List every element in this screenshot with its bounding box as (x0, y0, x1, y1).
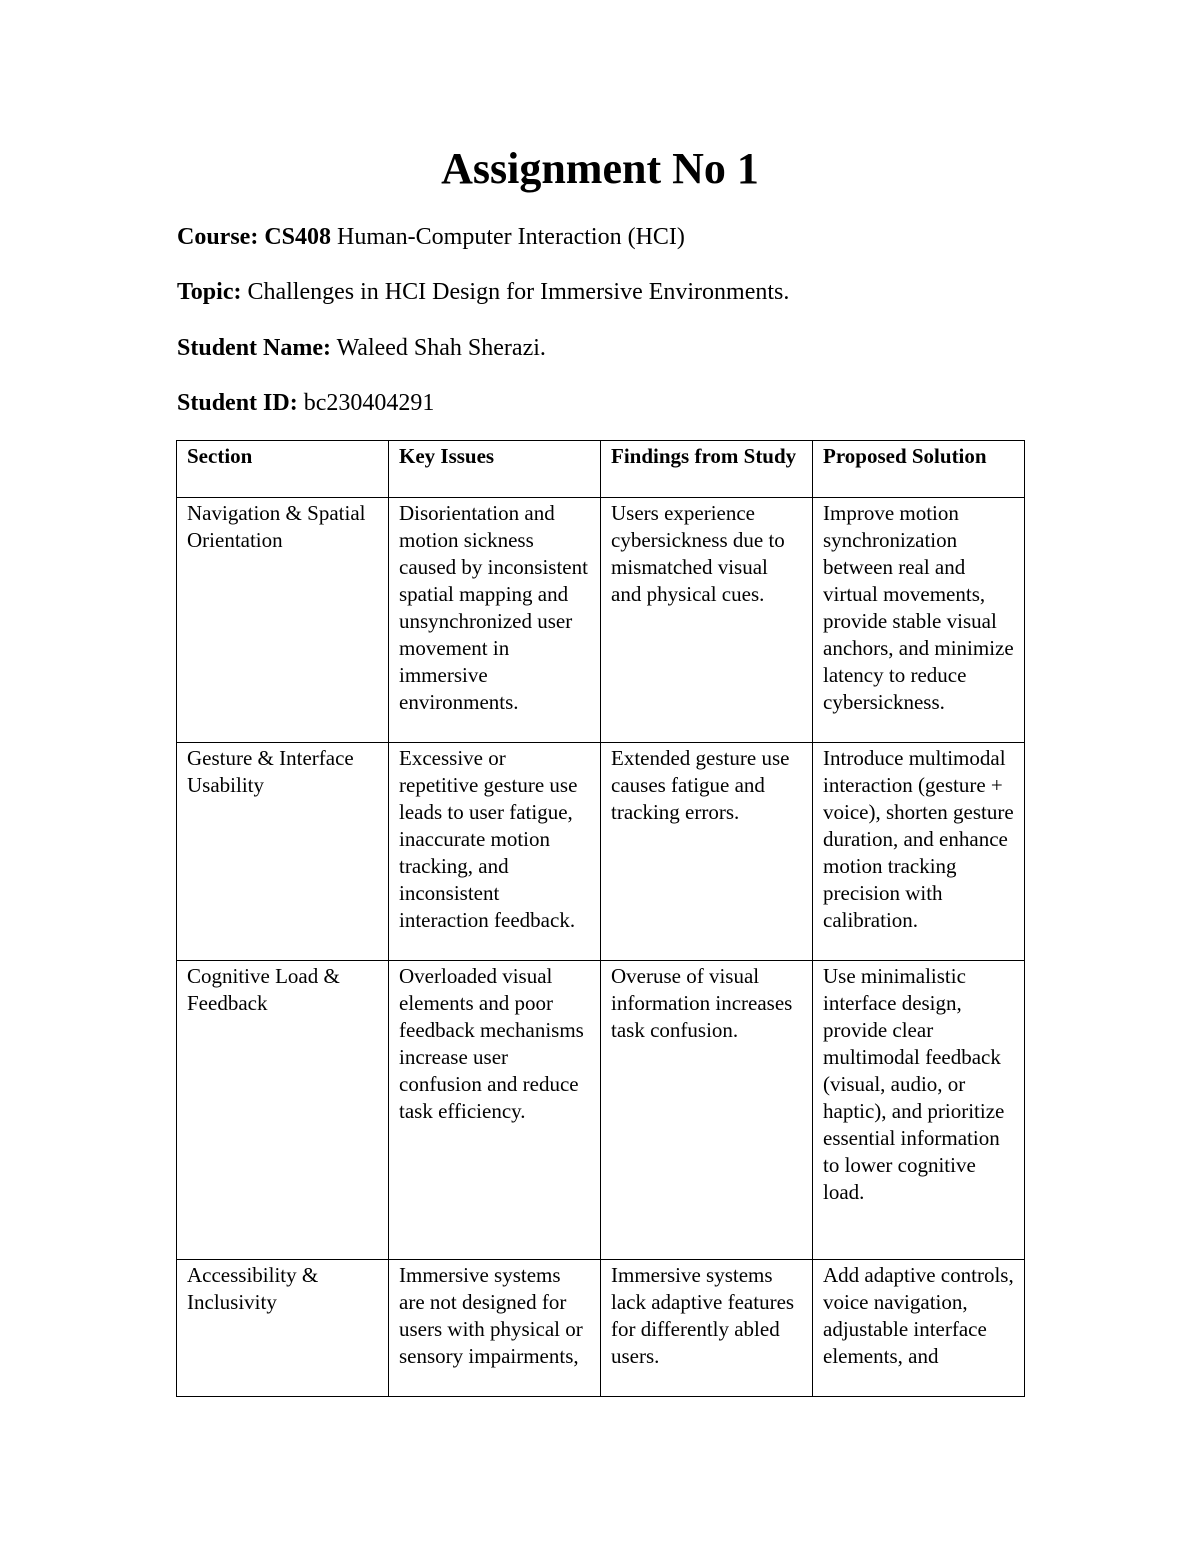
student-id-label: Student ID: (177, 390, 298, 416)
table-header-row (177, 441, 1025, 498)
topic-value: Challenges in HCI Design for Immersive Environments. (247, 279, 790, 305)
findings-table (176, 440, 1025, 1397)
table-row (177, 743, 1025, 961)
student-id-line (177, 388, 434, 418)
topic-line (177, 277, 789, 307)
key-issues-cell: Disorientation and motion sickness caused by inconsistent spatial mapping and unsynchronized user movement in immersive environments. (389, 498, 601, 743)
topic-label: Topic: (177, 279, 242, 305)
findings-cell: Users experience cybersickness due to mismatched visual and physical cues. (601, 498, 813, 743)
table-row (177, 961, 1025, 1260)
document-title: Assignment No 1 (441, 144, 759, 193)
student-name-label: Student Name: (177, 335, 331, 361)
section-cell: Navigation & Spatial Orientation (177, 498, 389, 743)
student-name-line (177, 333, 546, 363)
table-row (177, 498, 1025, 743)
header-key-issues: Key Issues (389, 441, 601, 498)
header-proposed-solution: Proposed Solution (813, 441, 1025, 498)
course-name: Human-Computer Interaction (HCI) (337, 224, 685, 250)
student-id-value: bc230404291 (303, 390, 435, 416)
solution-cell: Use minimalistic interface design, provide clear multimodal feedback (visual, audio, or haptic), and prioritize essential information to lower cognitive load. (813, 961, 1025, 1260)
header-findings: Findings from Study (601, 441, 813, 498)
key-issues-cell: Overloaded visual elements and poor feedback mechanisms increase user confusion and reduce task efficiency. (389, 961, 601, 1260)
key-issues-cell: Immersive systems are not designed for users with physical or sensory impairments, (389, 1260, 601, 1397)
findings-cell: Extended gesture use causes fatigue and tracking errors. (601, 743, 813, 961)
student-name-value: Waleed Shah Sherazi. (336, 335, 546, 361)
solution-cell: Add adaptive controls, voice navigation, adjustable interface elements, and (813, 1260, 1025, 1397)
header-section: Section (177, 441, 389, 498)
findings-cell: Immersive systems lack adaptive features for differently abled users. (601, 1260, 813, 1397)
findings-cell: Overuse of visual information increases task confusion. (601, 961, 813, 1260)
section-cell: Accessibility & Inclusivity (177, 1260, 389, 1397)
solution-cell: Improve motion synchronization between real and virtual movements, provide stable visual anchors, and minimize latency to reduce cybersickness. (813, 498, 1025, 743)
key-issues-cell: Excessive or repetitive gesture use leads to user fatigue, inaccurate motion tracking, and inconsistent interaction feedback. (389, 743, 601, 961)
table-row (177, 1260, 1025, 1397)
solution-cell: Introduce multimodal interaction (gesture + voice), shorten gesture duration, and enhance motion tracking precision with calibration. (813, 743, 1025, 961)
course-line (177, 222, 685, 252)
course-code: CS408 (264, 224, 332, 250)
section-cell: Cognitive Load & Feedback (177, 961, 389, 1260)
course-label: Course: (177, 224, 259, 250)
section-cell: Gesture & Interface Usability (177, 743, 389, 961)
